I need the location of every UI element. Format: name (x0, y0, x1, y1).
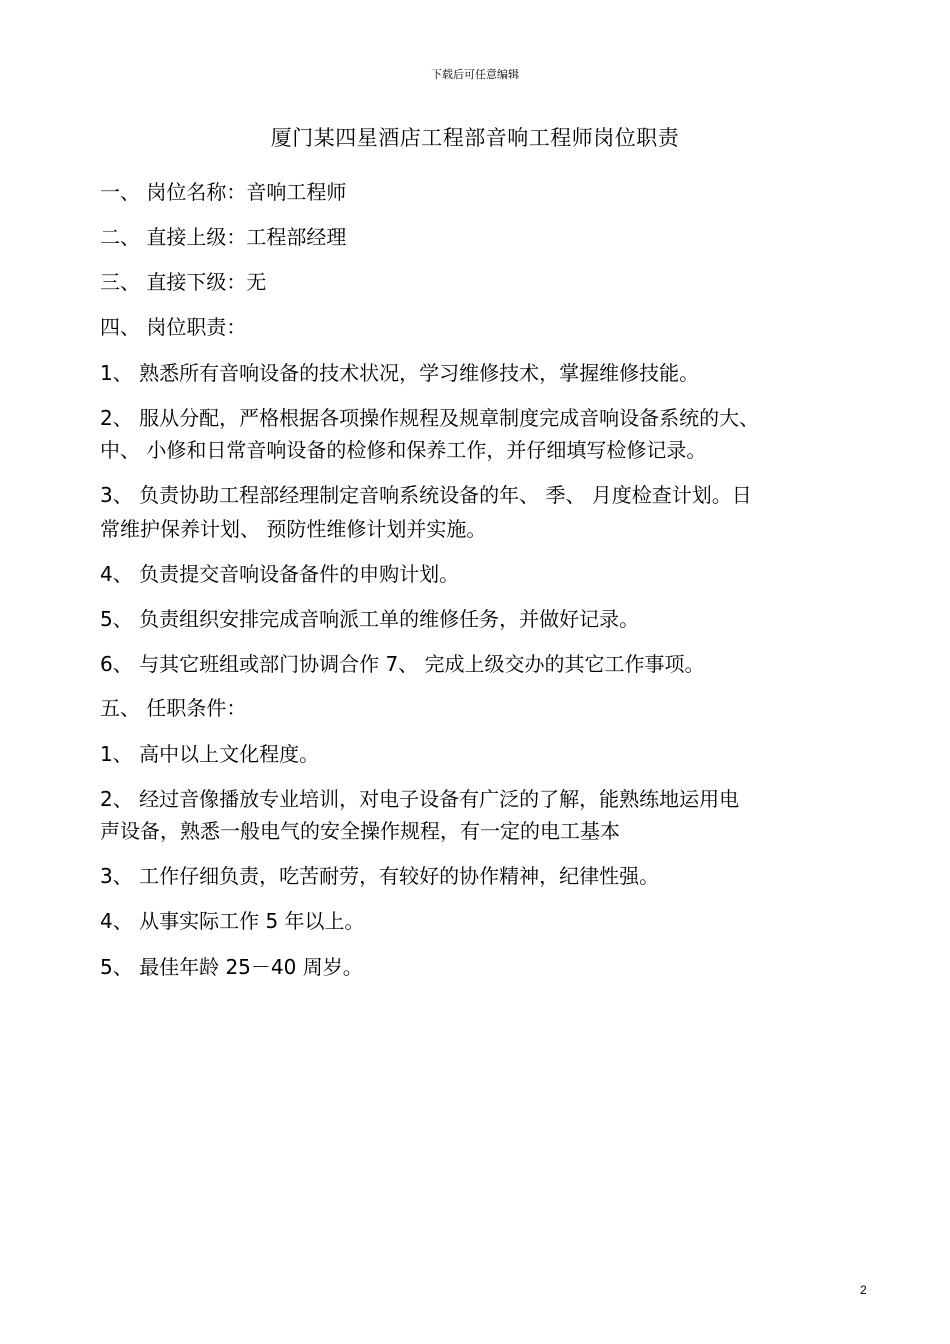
page-number: 2 (860, 1283, 867, 1297)
section-requirements-heading: 五、 任职条件： (100, 696, 247, 720)
requirement-item-5: 5、 最佳年龄 25－40 周岁。 (100, 955, 363, 979)
section-direct-superior: 二、 直接上级：工程部经理 (100, 225, 347, 249)
duty-item-3-line-1: 3、 负责协助工程部经理制定音响系统设备的年、 季、 月度检查计划。日 (100, 483, 752, 507)
section-duties-heading: 四、 岗位职责： (100, 315, 247, 339)
duty-item-3-line-2: 常维护保养计划、 预防性维修计划并实施。 (100, 517, 487, 541)
requirement-item-2-line-1: 2、 经过音像播放专业培训，对电子设备有广泛的了解，能熟练地运用电 (100, 787, 740, 811)
duty-item-1: 1、 熟悉所有音响设备的技术状况，学习维修技术，掌握维修技能。 (100, 361, 700, 385)
duty-item-4: 4、 负责提交音响设备备件的申购计划。 (100, 562, 460, 586)
duty-item-2-line-2: 中、 小修和日常音响设备的检修和保养工作，并仔细填写检修记录。 (100, 438, 707, 462)
page-header: 下载后可任意编辑 (431, 68, 519, 81)
requirement-item-1: 1、 高中以上文化程度。 (100, 742, 320, 766)
document-title: 厦门某四星酒店工程部音响工程师岗位职责 (270, 126, 680, 150)
duty-item-2-line-1: 2、 服从分配，严格根据各项操作规程及规章制度完成音响设备系统的大、 (100, 406, 760, 430)
section-direct-subordinate: 三、 直接下级：无 (100, 270, 267, 294)
duty-item-5: 5、 负责组织安排完成音响派工单的维修任务，并做好记录。 (100, 607, 640, 631)
requirement-item-3: 3、 工作仔细负责，吃苦耐劳，有较好的协作精神，纪律性强。 (100, 864, 660, 888)
duty-item-6: 6、 与其它班组或部门协调合作 7、 完成上级交办的其它工作事项。 (100, 652, 705, 676)
section-position-name: 一、 岗位名称：音响工程师 (100, 180, 347, 204)
requirement-item-4: 4、 从事实际工作 5 年以上。 (100, 909, 365, 933)
requirement-item-2-line-2: 声设备，熟悉一般电气的安全操作规程，有一定的电工基本 (100, 819, 620, 843)
